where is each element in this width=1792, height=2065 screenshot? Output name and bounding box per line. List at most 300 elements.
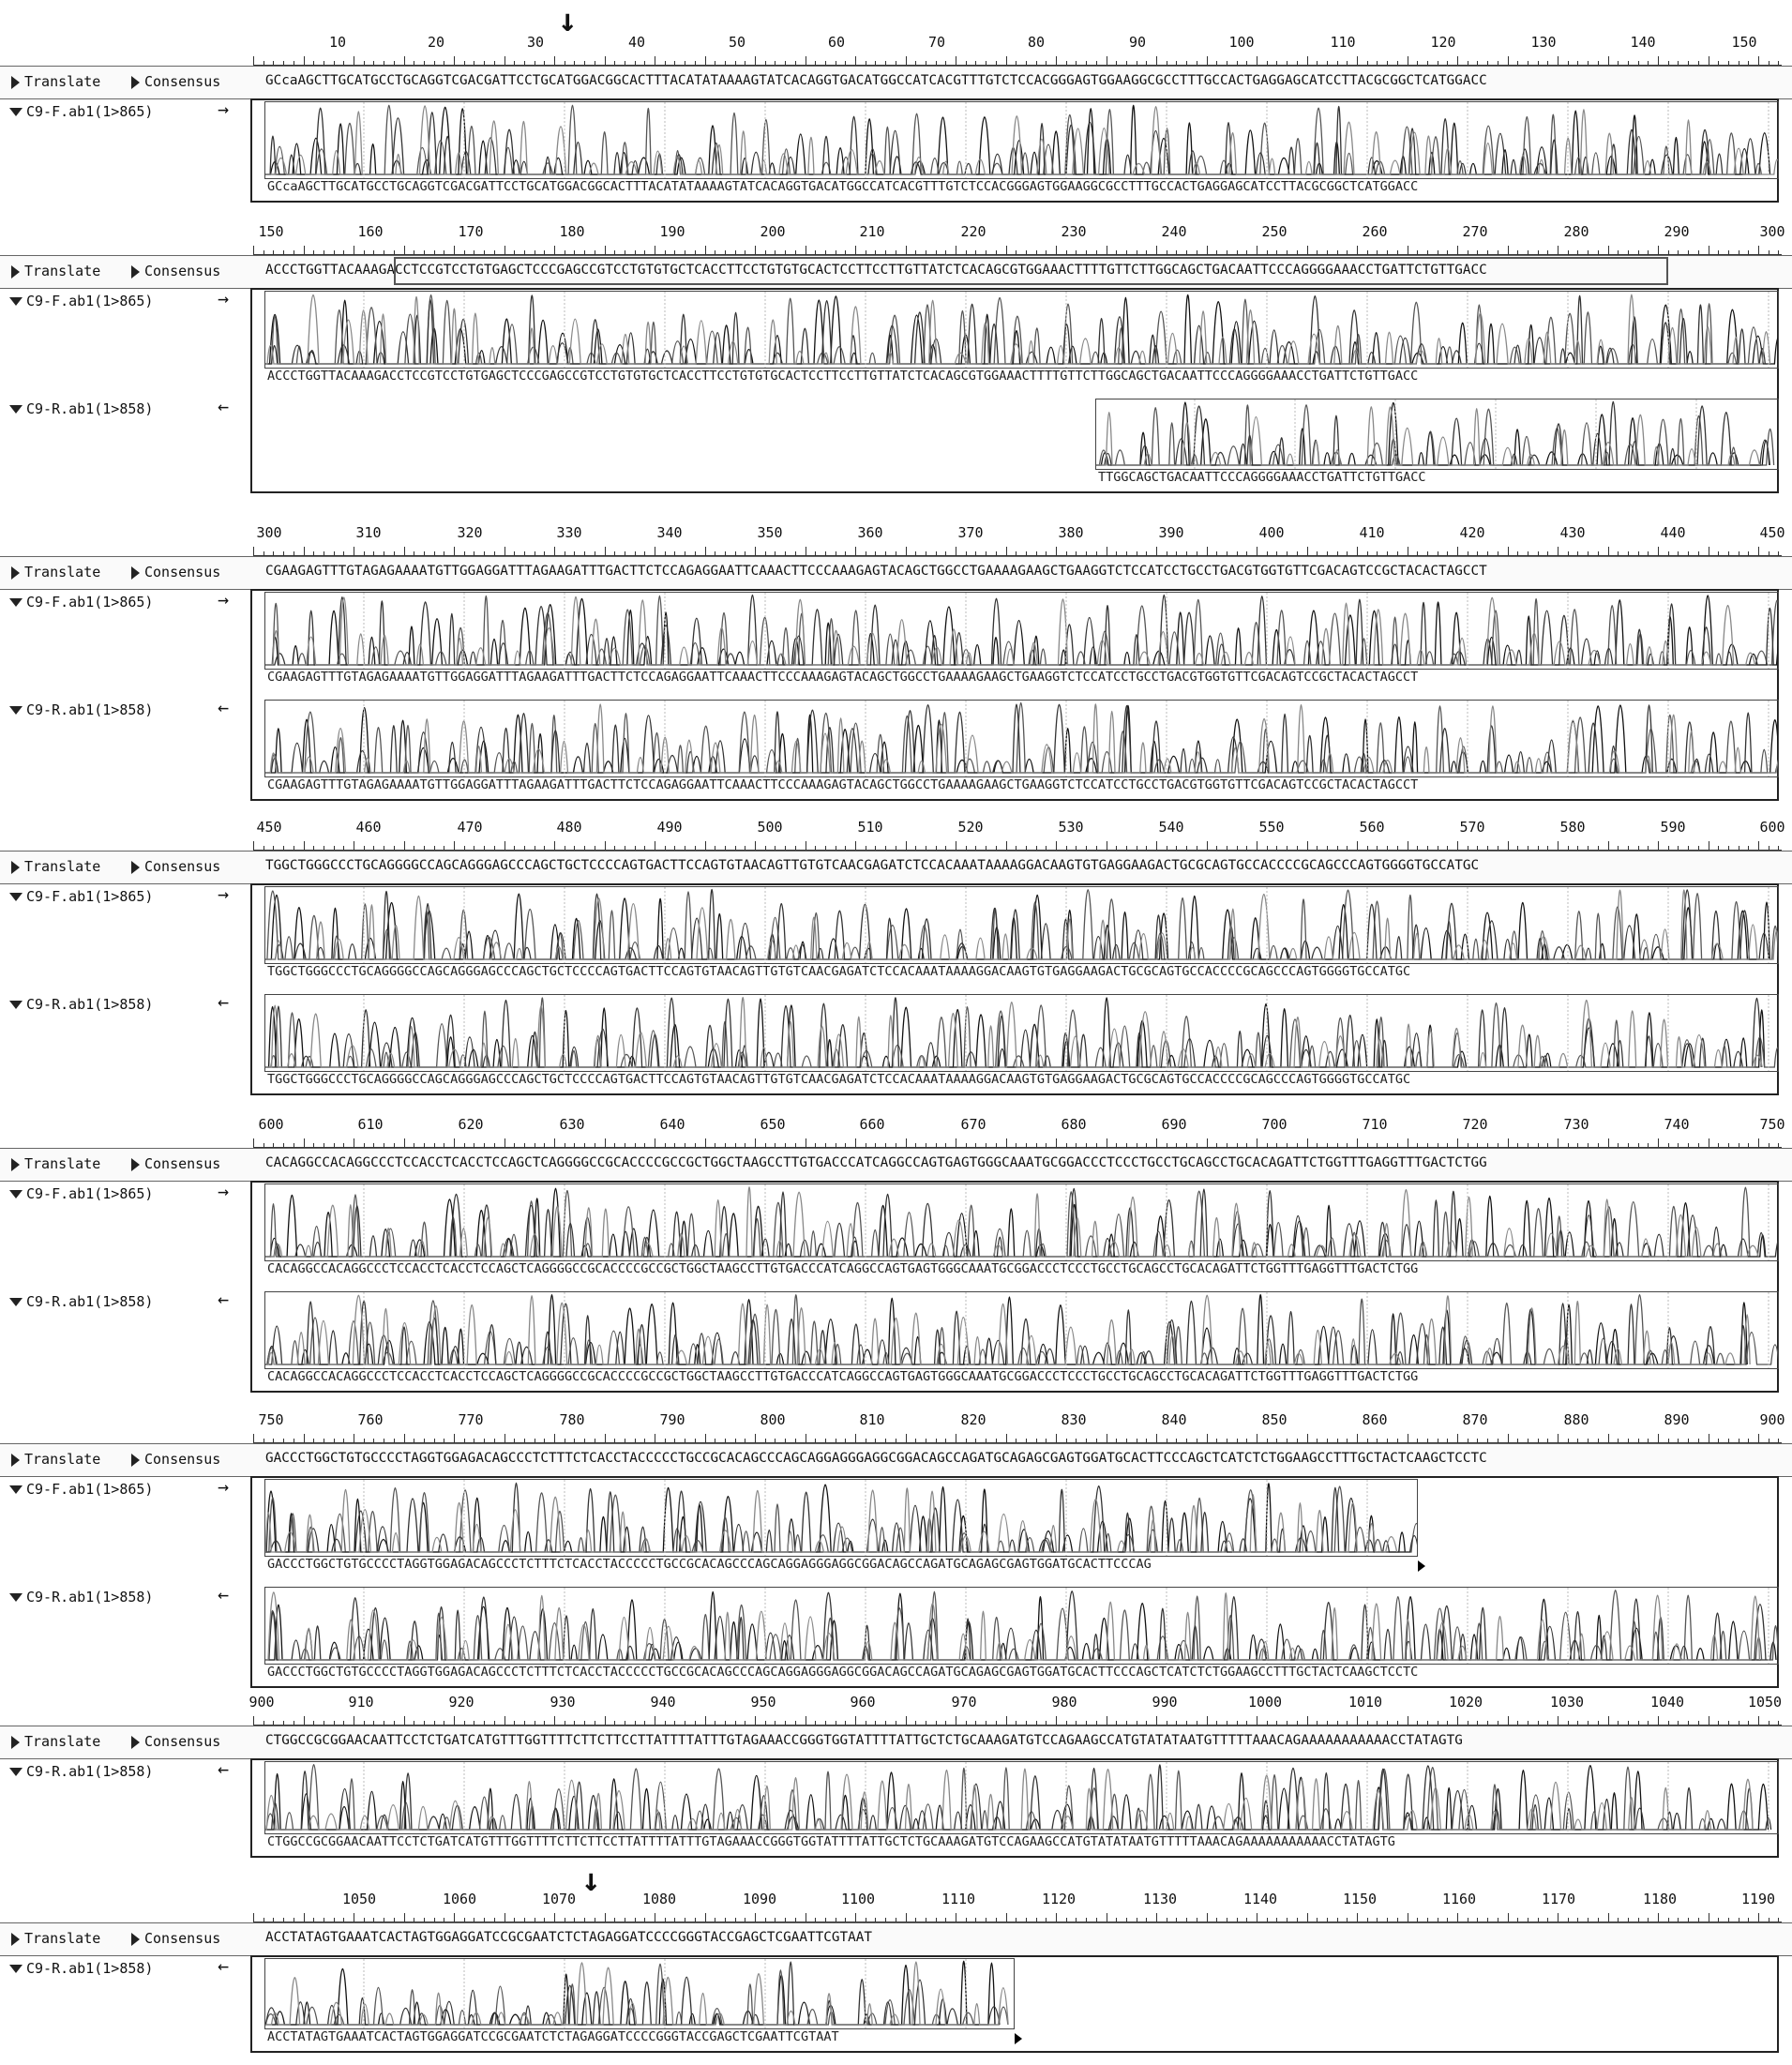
read-end-icon xyxy=(1015,2033,1022,2044)
ruler-tick xyxy=(855,1716,856,1726)
track-name: C9-F.ab1(1>865) xyxy=(26,594,154,610)
trace-r-chromatogram xyxy=(1096,399,1778,469)
ruler-tick xyxy=(705,1716,706,1726)
ruler-tick xyxy=(605,1138,606,1148)
chromatogram-channel xyxy=(265,998,1762,1067)
track-name: C9-F.ab1(1>865) xyxy=(26,1481,154,1498)
position-ruler xyxy=(253,218,1785,255)
ruler-label: 380 xyxy=(1058,524,1084,541)
ruler-tick xyxy=(1508,246,1509,255)
ruler-tick xyxy=(755,246,756,255)
ruler-label: 630 xyxy=(559,1116,585,1133)
ruler-tick xyxy=(855,1138,856,1148)
ruler-label: 610 xyxy=(357,1116,384,1133)
forward-arrow-icon: → xyxy=(218,588,230,610)
ruler-label: 60 xyxy=(827,34,846,51)
ruler-tick xyxy=(1658,246,1659,255)
track-name: C9-F.ab1(1>865) xyxy=(26,1185,154,1202)
ruler-tick xyxy=(1307,1716,1308,1726)
translate-label: Translate xyxy=(24,1930,101,1947)
consensus-toggle[interactable] xyxy=(131,1733,220,1750)
ruler-label: 370 xyxy=(957,524,984,541)
consensus-label: Consensus xyxy=(144,564,221,580)
consensus-header xyxy=(0,1148,1792,1182)
forward-arrow-icon: → xyxy=(218,882,230,905)
translate-toggle[interactable] xyxy=(11,263,100,279)
ruler-tick xyxy=(1207,1716,1208,1726)
ruler-label: 440 xyxy=(1660,524,1686,541)
ruler-label: 840 xyxy=(1161,1411,1187,1428)
ruler-label: 450 xyxy=(1759,524,1785,541)
position-ruler xyxy=(253,1406,1785,1443)
ruler-tick xyxy=(906,1434,907,1443)
translate-toggle[interactable] xyxy=(11,1733,100,1750)
ruler-label: 80 xyxy=(1027,34,1046,51)
ruler-label: 920 xyxy=(448,1694,474,1711)
collapse-triangle-icon xyxy=(9,598,23,607)
ruler-tick xyxy=(504,841,505,851)
collapse-triangle-icon xyxy=(9,297,23,306)
ruler-tick xyxy=(454,841,455,851)
collapse-triangle-icon xyxy=(9,108,23,116)
ruler-label: 300 xyxy=(256,524,282,541)
ruler-label: 1180 xyxy=(1642,1891,1678,1907)
ruler-label: 1060 xyxy=(442,1891,477,1907)
alignment-block xyxy=(0,218,1792,518)
ruler-tick xyxy=(554,1913,555,1922)
chromatogram-channel xyxy=(265,704,1778,773)
translate-label: Translate xyxy=(24,564,101,580)
translate-toggle[interactable] xyxy=(11,564,100,580)
ruler-tick xyxy=(1658,1138,1659,1148)
ruler-label: 970 xyxy=(951,1694,977,1711)
ruler-tick xyxy=(504,1913,505,1922)
reverse-arrow-icon: ← xyxy=(218,990,230,1013)
consensus-sequence: GCcaAGCTTGCATGCCTGCAGGTCGACGATTCCTGCATGGACGGCACTTTACATATAAAAGTATCACAGGTGACATGGCCATCACGTTTGTCTCCACGGGAGTGGAAGGCGCCTTTGCCACTGAGGAGCATCCTTACGCGGCTCATGGACC xyxy=(265,73,1487,88)
consensus-header xyxy=(0,556,1792,590)
ruler-tick xyxy=(605,56,606,66)
ruler-label: 160 xyxy=(357,223,384,240)
read-sequence-f: GACCCTGGCTGTGCCCCTAGGTGGAGACAGCCCTCTTTCTCACCTACCCCCTGCCGCACAGCCCAGCAGGAGGGAGGCGGACAGCCAGATGCAGAGCGAGTGGATGCACTTCCCAG xyxy=(267,1557,1152,1572)
ruler-tick xyxy=(1758,1716,1759,1726)
consensus-toggle[interactable] xyxy=(131,1451,220,1468)
ruler-tick xyxy=(705,841,706,851)
consensus-label: Consensus xyxy=(144,1155,221,1172)
track-name: C9-F.ab1(1>865) xyxy=(26,293,154,309)
ruler-tick xyxy=(304,1138,305,1148)
ruler-tick xyxy=(504,1138,505,1148)
translate-toggle[interactable] xyxy=(11,1930,100,1947)
ruler-label: 170 xyxy=(458,223,484,240)
track-label-r[interactable] xyxy=(9,1589,153,1605)
ruler-tick xyxy=(1558,56,1559,66)
ruler-tick xyxy=(906,1913,907,1922)
track-label-f[interactable] xyxy=(9,293,153,309)
track-name: C9-F.ab1(1>865) xyxy=(26,103,154,120)
ruler-tick xyxy=(1006,246,1007,255)
ruler-tick xyxy=(755,56,756,66)
ruler-tick xyxy=(605,246,606,255)
ruler-tick xyxy=(855,1434,856,1443)
ruler-tick xyxy=(906,547,907,556)
chromatogram-channel xyxy=(265,1483,1417,1552)
ruler-label: 1000 xyxy=(1247,1694,1283,1711)
trace-f xyxy=(264,1479,1418,1557)
collapse-triangle-icon xyxy=(9,1298,23,1306)
track-label-r[interactable] xyxy=(9,996,153,1013)
track-label-f[interactable] xyxy=(9,888,153,905)
consensus-label: Consensus xyxy=(144,1451,221,1468)
position-marker-arrow-icon: ↓ xyxy=(558,2,578,39)
ruler-tick xyxy=(1508,1138,1509,1148)
ruler-tick xyxy=(253,547,254,556)
consensus-toggle[interactable] xyxy=(131,1930,220,1947)
read-sequence-f: ACCCTGGTTACAAAGACCTCCGTCCTGTGAGCTCCCGAGCCGTCCTGTGTGCTCACCTTCCTGTGTGCACTCCTTCCTTGTTATCTCACAGCGTGGAAACTTTTGTTCTTGGCAGCTGACAATTCCCAGGGGAAACCTGATTCTGTTGACC xyxy=(267,369,1419,384)
trace-r xyxy=(264,1958,1015,2029)
ruler-label: 980 xyxy=(1051,1694,1077,1711)
track-label-r[interactable] xyxy=(9,1293,153,1310)
ruler-tick xyxy=(554,841,555,851)
ruler-tick xyxy=(705,1434,706,1443)
ruler-tick xyxy=(1006,56,1007,66)
ruler-label: 130 xyxy=(1530,34,1557,51)
track-name: C9-R.ab1(1>858) xyxy=(26,1589,154,1605)
ruler-tick xyxy=(304,841,305,851)
ruler-tick xyxy=(253,841,254,851)
ruler-label: 20 xyxy=(427,34,445,51)
ruler-label: 900 xyxy=(248,1694,275,1711)
ruler-label: 580 xyxy=(1559,819,1586,836)
ruler-tick xyxy=(304,547,305,556)
ruler-tick xyxy=(1056,56,1057,66)
ruler-tick xyxy=(504,246,505,255)
track-label-r[interactable] xyxy=(9,400,153,417)
track-label-f[interactable] xyxy=(9,1185,153,1202)
ruler-label: 500 xyxy=(757,819,783,836)
translate-label: Translate xyxy=(24,1155,101,1172)
consensus-label: Consensus xyxy=(144,1930,221,1947)
ruler-tick xyxy=(1156,1913,1157,1922)
ruler-tick xyxy=(1056,1138,1057,1148)
alignment-block xyxy=(0,1688,1792,1862)
ruler-tick xyxy=(1156,547,1157,556)
ruler-tick xyxy=(1457,56,1458,66)
ruler-tick xyxy=(855,841,856,851)
position-ruler xyxy=(248,1688,1783,1726)
ruler-label: 100 xyxy=(1228,34,1255,51)
track-name: C9-R.ab1(1>858) xyxy=(26,400,154,417)
ruler-label: 1110 xyxy=(941,1891,976,1907)
trace-f xyxy=(264,291,1779,369)
expand-triangle-icon xyxy=(11,265,20,279)
chromatogram-channel xyxy=(265,1962,1000,2025)
ruler-label: 1050 xyxy=(341,1891,377,1907)
consensus-header xyxy=(0,1922,1792,1956)
expand-triangle-icon xyxy=(11,1933,20,1946)
ruler-tick xyxy=(1558,1716,1559,1726)
ruler-label: 150 xyxy=(258,223,284,240)
ruler-tick xyxy=(1207,56,1208,66)
ruler-label: 220 xyxy=(960,223,986,240)
consensus-toggle[interactable] xyxy=(131,564,220,580)
ruler-label: 340 xyxy=(656,524,683,541)
track-label-f[interactable] xyxy=(9,103,153,120)
track-name: C9-R.ab1(1>858) xyxy=(26,996,154,1013)
ruler-tick xyxy=(1558,1913,1559,1922)
trace-f xyxy=(264,101,1779,179)
alignment-block xyxy=(0,1110,1792,1396)
ruler-tick xyxy=(1508,1716,1509,1726)
ruler-tick xyxy=(906,246,907,255)
ruler-tick xyxy=(1307,1913,1308,1922)
expand-triangle-icon xyxy=(11,1158,20,1171)
ruler-label: 1140 xyxy=(1242,1891,1278,1907)
translate-toggle[interactable] xyxy=(11,1155,100,1172)
ruler-label: 260 xyxy=(1362,223,1388,240)
ruler-label: 210 xyxy=(859,223,885,240)
chromatogram-channel xyxy=(1096,401,1769,465)
collapse-triangle-icon xyxy=(9,1190,23,1198)
ruler-tick xyxy=(1658,1913,1659,1922)
ruler-tick xyxy=(404,56,405,66)
ruler-label: 140 xyxy=(1630,34,1656,51)
read-sequence-r: TTGGCAGCTGACAATTCCCAGGGGAAACCTGATTCTGTTGACC xyxy=(1098,470,1426,485)
ruler-tick xyxy=(1608,1716,1609,1726)
expand-triangle-icon xyxy=(131,861,140,874)
ruler-tick xyxy=(504,1434,505,1443)
track-label-r[interactable] xyxy=(9,701,153,718)
alignment-block xyxy=(0,519,1792,805)
expand-triangle-icon xyxy=(11,566,20,580)
reverse-arrow-icon: ← xyxy=(218,1954,230,1977)
ruler-tick xyxy=(1357,841,1358,851)
ruler-label: 880 xyxy=(1563,1411,1589,1428)
consensus-toggle[interactable] xyxy=(131,73,220,90)
ruler-tick xyxy=(504,1716,505,1726)
ruler-label: 850 xyxy=(1261,1411,1288,1428)
read-sequence-r: CGAAGAGTTTGTAGAGAAAATGTTGGAGGATTTAGAAGATTTGACTTCTCCAGAGGAATTCAAACTTCCCAAAGAGTACAGCTGGCCTGAAAAGAAGCTGAAGGTCTCCATCCTGCCTGACGTGGTGTTCGACAGTCCGCTACACTAGCCT xyxy=(267,777,1419,792)
track-label-f[interactable] xyxy=(9,1481,153,1498)
ruler-label: 70 xyxy=(927,34,946,51)
forward-arrow-icon: → xyxy=(218,98,230,120)
ruler-tick xyxy=(755,1716,756,1726)
ruler-tick xyxy=(404,1138,405,1148)
ruler-tick xyxy=(1307,56,1308,66)
ruler-tick xyxy=(304,1434,305,1443)
read-sequence-r: CACAGGCCACAGGCCCTCCACCTCACCTCCAGCTCAGGGGCCGCACCCCGCCGCTGGCTAAGCCTTGTGACCCATCAGGCCAGTGAGTGGGCAAATGCGGACCCTCCCTGCCTGCAGCCTGCACAGATTCTGGTTTGAGGTTTGACTCTGG xyxy=(267,1369,1419,1384)
ruler-tick xyxy=(906,1138,907,1148)
ruler-tick xyxy=(906,1716,907,1726)
ruler-label: 40 xyxy=(627,34,646,51)
translate-toggle[interactable] xyxy=(11,73,100,90)
ruler-label: 390 xyxy=(1158,524,1184,541)
ruler-label: 480 xyxy=(556,819,582,836)
ruler-tick xyxy=(1558,1138,1559,1148)
ruler-label: 120 xyxy=(1430,34,1456,51)
ruler-label: 820 xyxy=(960,1411,986,1428)
trace-r-chromatogram xyxy=(265,1959,1014,2028)
translate-toggle[interactable] xyxy=(11,1451,100,1468)
ruler-label: 770 xyxy=(458,1411,484,1428)
position-ruler xyxy=(253,1110,1785,1148)
ruler-label: 640 xyxy=(659,1116,685,1133)
ruler-label: 860 xyxy=(1362,1411,1388,1428)
ruler-tick xyxy=(1608,547,1609,556)
ruler-tick xyxy=(1658,56,1659,66)
ruler-label: 600 xyxy=(1759,819,1785,836)
track-label-r[interactable] xyxy=(9,1960,153,1977)
track-label-r[interactable] xyxy=(9,1763,153,1780)
ruler-label: 230 xyxy=(1061,223,1087,240)
ruler-label: 50 xyxy=(728,34,746,51)
ruler-tick xyxy=(1307,547,1308,556)
ruler-tick xyxy=(454,246,455,255)
ruler-tick xyxy=(1558,547,1559,556)
ruler-label: 190 xyxy=(659,223,685,240)
ruler-tick xyxy=(253,1716,254,1726)
ruler-tick xyxy=(1156,841,1157,851)
ruler-tick xyxy=(554,547,555,556)
ruler-label: 890 xyxy=(1664,1411,1690,1428)
ruler-tick xyxy=(906,841,907,851)
ruler-tick xyxy=(1207,1434,1208,1443)
ruler-tick xyxy=(855,547,856,556)
ruler-tick xyxy=(705,246,706,255)
ruler-tick xyxy=(1156,1434,1157,1443)
trace-r-chromatogram xyxy=(265,701,1778,776)
position-ruler xyxy=(253,1885,1782,1922)
track-name: C9-R.ab1(1>858) xyxy=(26,1293,154,1310)
read-sequence-r: ACCTATAGTGAAATCACTAGTGGAGGATCCGCGAATCTCTAGAGGATCCCCGGGTACCGAGCTCGAATTCGTAAT xyxy=(267,2029,839,2044)
ruler-label: 1130 xyxy=(1142,1891,1178,1907)
consensus-label: Consensus xyxy=(144,73,221,90)
consensus-toggle[interactable] xyxy=(131,1155,220,1172)
ruler-label: 10 xyxy=(328,34,347,51)
ruler-label: 420 xyxy=(1459,524,1485,541)
ruler-label: 690 xyxy=(1161,1116,1187,1133)
ruler-tick xyxy=(404,246,405,255)
trace-f-chromatogram xyxy=(265,102,1778,178)
consensus-sequence: GACCCTGGCTGTGCCCCTAGGTGGAGACAGCCCTCTTTCTCACCTACCCCCTGCCGCACAGCCCAGCAGGAGGGAGGCGGACAGCCAGATGCAGAGCGAGTGGATGCACTTCCCAGCTCATCTCTGGAAGCCTTTGCTACTCAAGCTCCTC xyxy=(265,1451,1487,1466)
consensus-sequence: CACAGGCCACAGGCCCTCCACCTCACCTCCAGCTCAGGGGCCGCACCCCGCCGCTGGCTAAGCCTTGTGACCCATCAGGCCAGTGAGTGGGCAAATGCGGACCCTCCCTGCCTGCAGCCTGCACAGATTCTGGTTTGAGGTTTGACTCTGG xyxy=(265,1155,1487,1170)
chromatogram-channel xyxy=(265,705,1778,773)
ruler-tick xyxy=(1056,1716,1057,1726)
ruler-tick xyxy=(1758,56,1759,66)
read-sequence-f: CACAGGCCACAGGCCCTCCACCTCACCTCCAGCTCAGGGGCCGCACCCCGCCGCTGGCTAAGCCTTGTGACCCATCAGGCCAGTGAGTGGGCAAATGCGGACCCTCCCTGCCTGCAGCCTGCACAGATTCTGGTTTGAGGTTTGACTCTGG xyxy=(267,1261,1419,1276)
ruler-tick xyxy=(304,246,305,255)
ruler-label: 910 xyxy=(348,1694,374,1711)
ruler-tick xyxy=(855,246,856,255)
consensus-toggle[interactable] xyxy=(131,858,220,875)
trace-r-chromatogram xyxy=(265,1762,1778,1833)
consensus-label: Consensus xyxy=(144,1733,221,1750)
ruler-label: 700 xyxy=(1261,1116,1288,1133)
ruler-label: 900 xyxy=(1759,1411,1785,1428)
position-marker-arrow-icon: ↓ xyxy=(581,1862,601,1899)
ruler-tick xyxy=(1006,1434,1007,1443)
ruler-tick xyxy=(554,1138,555,1148)
trace-f-chromatogram xyxy=(265,1184,1778,1260)
translate-toggle[interactable] xyxy=(11,858,100,875)
ruler-label: 520 xyxy=(957,819,984,836)
track-name: C9-F.ab1(1>865) xyxy=(26,888,154,905)
ruler-tick xyxy=(1307,1138,1308,1148)
trace-f-chromatogram xyxy=(265,292,1778,368)
ruler-label: 510 xyxy=(857,819,883,836)
ruler-tick xyxy=(605,547,606,556)
ruler-tick xyxy=(1307,841,1308,851)
trace-f xyxy=(264,592,1779,670)
ruler-tick xyxy=(454,1913,455,1922)
track-label-f[interactable] xyxy=(9,594,153,610)
ruler-tick xyxy=(605,841,606,851)
ruler-tick xyxy=(1558,841,1559,851)
ruler-label: 870 xyxy=(1462,1411,1488,1428)
forward-arrow-icon: → xyxy=(218,287,230,309)
ruler-label: 430 xyxy=(1559,524,1586,541)
ruler-tick xyxy=(1307,1434,1308,1443)
position-ruler xyxy=(253,519,1785,556)
ruler-label: 750 xyxy=(1759,1116,1785,1133)
ruler-tick xyxy=(1658,1434,1659,1443)
expand-triangle-icon xyxy=(131,1454,140,1467)
collapse-triangle-icon xyxy=(9,1485,23,1494)
ruler-label: 290 xyxy=(1664,223,1690,240)
consensus-toggle[interactable] xyxy=(131,263,220,279)
ruler-label: 310 xyxy=(355,524,382,541)
ruler-tick xyxy=(1658,547,1659,556)
read-sequence-r: CTGGCCGCGGAACAATTCCTCTGATCATGTTTGGTTTTCTTCTTCCTTATTTTATTTGTAGAAACCGGGTGGTATTTTATTGCTCTGCAAAGATGTCCAGAAGCCATGTATATAATGTTTTTAAACAGAAAAAAAAAAACCTATAGTG xyxy=(267,1834,1395,1849)
selection-highlight xyxy=(394,257,1668,285)
ruler-tick xyxy=(253,1913,254,1922)
ruler-label: 1020 xyxy=(1448,1694,1483,1711)
ruler-tick xyxy=(1758,841,1759,851)
consensus-header xyxy=(0,851,1792,884)
ruler-tick xyxy=(1357,547,1358,556)
alignment-block xyxy=(0,1885,1792,2063)
ruler-tick xyxy=(1457,547,1458,556)
ruler-tick xyxy=(1207,246,1208,255)
ruler-label: 780 xyxy=(559,1411,585,1428)
ruler-label: 350 xyxy=(757,524,783,541)
ruler-label: 730 xyxy=(1563,1116,1589,1133)
ruler-tick xyxy=(755,1434,756,1443)
ruler-label: 660 xyxy=(859,1116,885,1133)
forward-arrow-icon: → xyxy=(218,1180,230,1202)
consensus-label: Consensus xyxy=(144,263,221,279)
ruler-label: 200 xyxy=(760,223,786,240)
ruler-label: 1040 xyxy=(1649,1694,1685,1711)
reverse-arrow-icon: ← xyxy=(218,696,230,718)
consensus-header xyxy=(0,1443,1792,1477)
ruler-label: 940 xyxy=(650,1694,676,1711)
ruler-label: 570 xyxy=(1459,819,1485,836)
chromatogram-channel xyxy=(265,890,1778,959)
ruler-label: 960 xyxy=(850,1694,876,1711)
ruler-tick xyxy=(1156,56,1157,66)
ruler-tick xyxy=(454,1434,455,1443)
collapse-triangle-icon xyxy=(9,405,23,414)
ruler-label: 1050 xyxy=(1747,1694,1783,1711)
read-sequence-f: CGAAGAGTTTGTAGAGAAAATGTTGGAGGATTTAGAAGATTTGACTTCTCCAGAGGAATTCAAACTTCCCAAAGAGTACAGCTGGCCTGAAAAGAAGCTGAAGGTCTCCATCCTGCCTGACGTGGTGTTCGACAGTCCGCTACACTAGCCT xyxy=(267,670,1419,685)
ruler-label: 1190 xyxy=(1740,1891,1776,1907)
trace-f xyxy=(264,1183,1779,1261)
ruler-tick xyxy=(1357,1716,1358,1726)
ruler-tick xyxy=(1758,547,1759,556)
ruler-tick xyxy=(1457,1913,1458,1922)
ruler-label: 30 xyxy=(526,34,545,51)
ruler-label: 750 xyxy=(258,1411,284,1428)
